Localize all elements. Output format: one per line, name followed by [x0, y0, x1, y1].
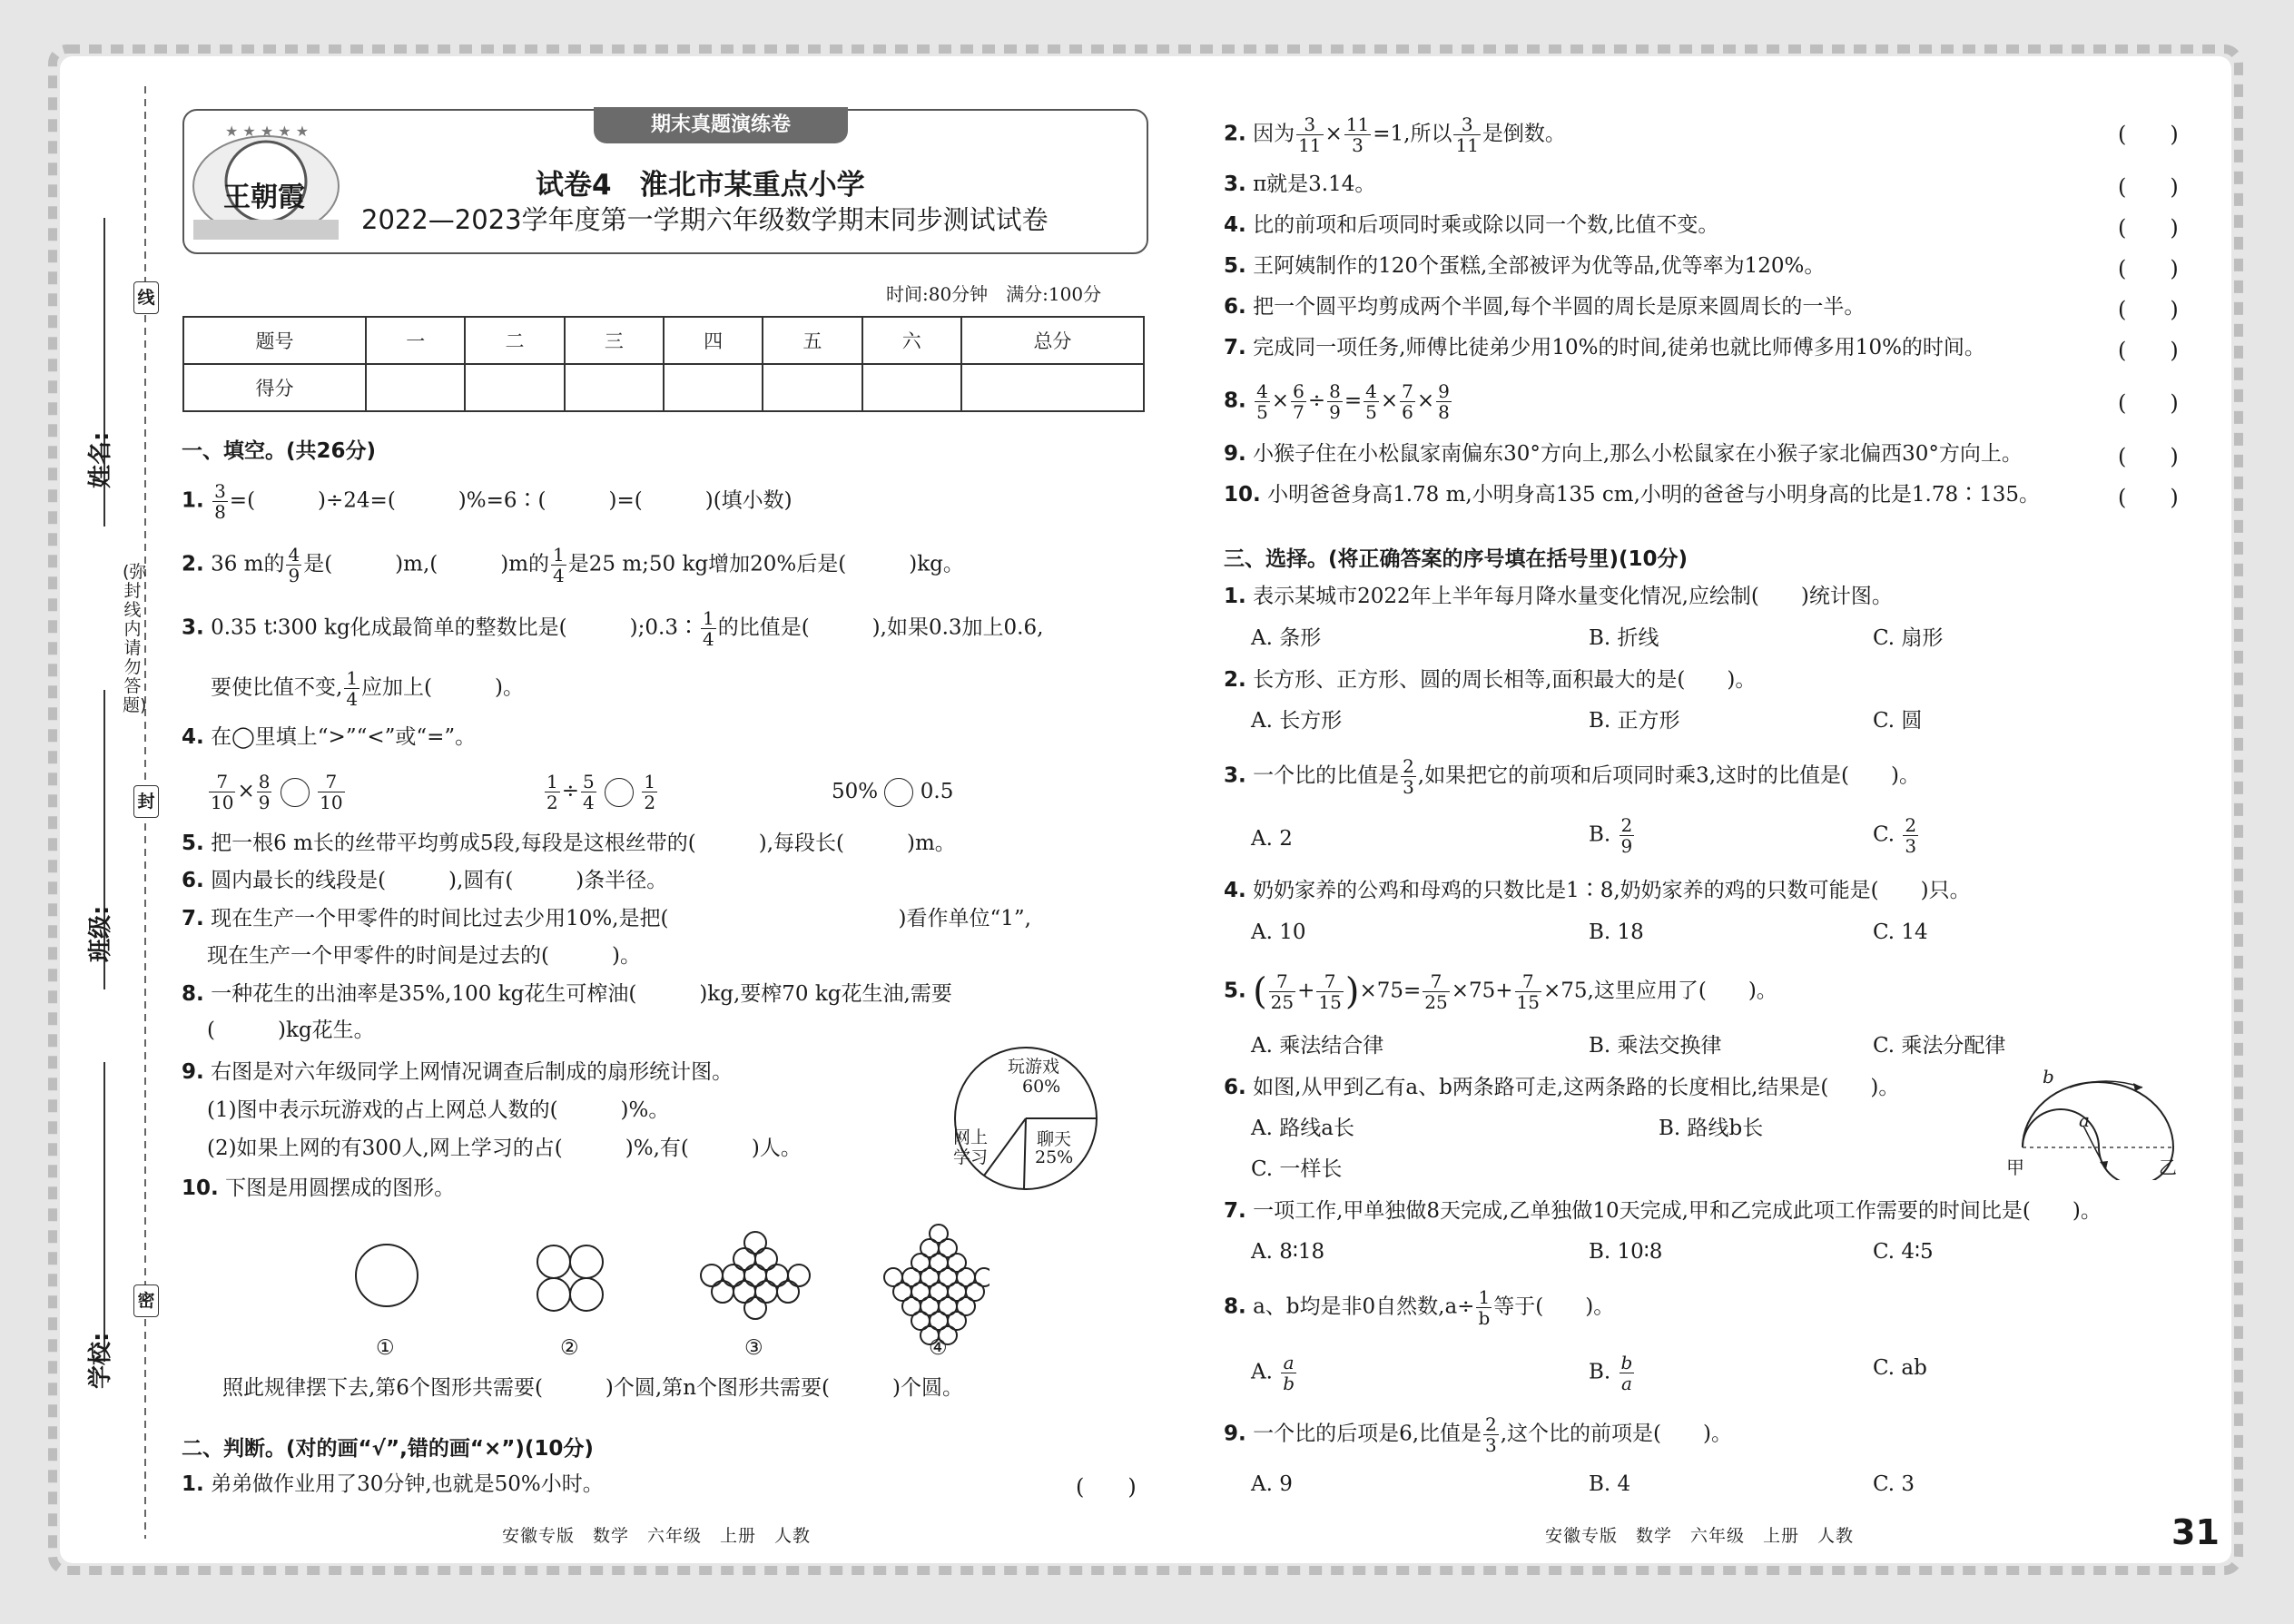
- score-cell: 得分: [183, 364, 366, 411]
- choice-q7-opt-a[interactable]: A. 8∶18: [1251, 1240, 1325, 1264]
- choice-q3-opt-c[interactable]: C. $\frac{2}{3}$: [1873, 814, 1917, 857]
- judge-q5-answer[interactable]: ( ): [2118, 256, 2179, 281]
- exam-title: 试卷4 淮北市某重点小学: [536, 169, 865, 202]
- score-cell: 二: [465, 317, 564, 364]
- score-input-cell[interactable]: [862, 364, 961, 411]
- judge-q7-answer[interactable]: ( ): [2118, 338, 2179, 363]
- choice-q5: 5. ( $\frac{7}{25}$ + $\frac{7}{15}$ )×75= $\frac{7}{25}$ ×75+ $\frac{7}{15}$ ×75,这里应用了( )。: [1224, 970, 1777, 1013]
- score-input-cell[interactable]: [366, 364, 465, 411]
- time-info: 时间:80分钟 满分:100分: [886, 283, 1102, 305]
- judge-q6-answer[interactable]: ( ): [2118, 297, 2179, 322]
- binding-seal-char: 封: [133, 785, 159, 818]
- choice-q2-opt-b[interactable]: B. 正方形: [1589, 709, 1680, 733]
- compare-circle[interactable]: [884, 778, 913, 807]
- school-label: 学校:: [87, 1332, 114, 1389]
- choice-q6-opt-a[interactable]: A. 路线a长: [1251, 1117, 1354, 1140]
- binding-notice: (弥封线内请勿答题): [123, 562, 147, 715]
- section-choice-title: 三、选择。(将正确答案的序号填在括号里)(10分): [1224, 547, 1689, 571]
- figure-4: [884, 1225, 989, 1344]
- choice-q4-opt-c[interactable]: C. 14: [1873, 920, 1928, 944]
- route-figure: [2006, 1066, 2179, 1180]
- judge-q2-answer[interactable]: ( ): [2118, 122, 2179, 147]
- fill-q1: 1. $\frac{3}{8}$ =( )÷24=( )%=6∶( )=( )(填小数): [182, 480, 793, 523]
- school-field[interactable]: [76, 1062, 105, 1362]
- name-label: 姓名:: [87, 431, 114, 488]
- fill-q9: 9. 右图是对六年级同学上网情况调查后制成的扇形统计图。: [182, 1060, 733, 1084]
- choice-q8-opt-b[interactable]: B. $\frac{b}{a}$: [1589, 1352, 1633, 1394]
- fill-q3: 3. 0.35 t∶300 kg化成最简单的整数比是( );0.3∶ $\frac{1}{4}$ 的比值是( ),如果0.3加上0.6,: [182, 607, 1044, 650]
- class-label: 班级:: [87, 905, 114, 962]
- judge-q8-answer[interactable]: ( ): [2118, 390, 2179, 416]
- judge-q9: 9. 小猴子住在小松鼠家南偏东30°方向上,那么小松鼠家在小猴子家北偏西30°方向上。: [1224, 442, 2023, 466]
- choice-q7: 7. 一项工作,甲单独做8天完成,乙单独做10天完成,甲和乙完成此项工作需要的时间比是( )。: [1224, 1199, 2102, 1223]
- exam-subtitle: 2022—2023学年度第一学期六年级数学期末同步测试试卷: [361, 204, 1049, 235]
- svg-text:★ ★ ★ ★ ★: ★ ★ ★ ★ ★: [225, 123, 310, 140]
- fill-q8: 8. 一种花生的出油率是35%,100 kg花生可榨油( )kg,要榨70 kg花生油,需要: [182, 982, 952, 1006]
- choice-q4-opt-b[interactable]: B. 18: [1589, 920, 1644, 944]
- score-input-cell[interactable]: [465, 364, 564, 411]
- choice-q2: 2. 长方形、正方形、圆的周长相等,面积最大的是( )。: [1224, 668, 1757, 692]
- page-number: 31: [2171, 1512, 2220, 1552]
- score-cell: 总分: [961, 317, 1144, 364]
- choice-q6-opt-b[interactable]: B. 路线b长: [1659, 1117, 1764, 1140]
- fill-q7: 7. 现在生产一个甲零件的时间比过去少用10%,是把( )看作单位“1”,: [182, 907, 1031, 930]
- choice-q1-opt-c[interactable]: C. 扇形: [1873, 626, 1944, 650]
- judge-q4-answer[interactable]: ( ): [2118, 215, 2179, 241]
- choice-q8-opt-c[interactable]: C. ab: [1873, 1356, 1927, 1380]
- circle-pattern-figures: [336, 1221, 989, 1375]
- fill-q4-expr3: 50% 0.5: [832, 776, 953, 807]
- fill-q9-line3: (2)如果上网的有300人,网上学习的占( )%,有( )人。: [207, 1137, 802, 1160]
- judge-q1-answer[interactable]: ( ): [1076, 1474, 1137, 1500]
- choice-q3-opt-b[interactable]: B. $\frac{2}{9}$: [1589, 814, 1633, 857]
- choice-q9-opt-c[interactable]: C. 3: [1873, 1472, 1915, 1496]
- choice-q5-opt-c[interactable]: C. 乘法分配律: [1873, 1034, 2006, 1058]
- section-fill-title: 一、填空。(共26分): [182, 439, 377, 463]
- judge-q2: 2. 因为 $\frac{3}{11}$ × $\frac{11}{3}$ =1,所以 $\frac{3}{11}$ 是倒数。: [1224, 113, 1566, 156]
- choice-q9-opt-a[interactable]: A. 9: [1251, 1472, 1293, 1496]
- compare-circle[interactable]: [605, 778, 634, 807]
- logo: [189, 118, 343, 245]
- header-banner: 期末真题演练卷: [594, 107, 848, 143]
- score-input-cell[interactable]: [664, 364, 763, 411]
- fill-q2: 2. 36 m的 $\frac{4}{9}$ 是( )m,( )m的 $\frac{1}{4}$ 是25 m;50 kg增加20%后是( )kg。: [182, 544, 964, 586]
- route-a-label: a: [2079, 1109, 2090, 1131]
- fill-q10-question: 照此规律摆下去,第6个图形共需要( )个圆,第n个图形共需要( )个圆。: [222, 1376, 963, 1400]
- judge-q7: 7. 完成同一项任务,师傅比徒弟少用10%的时间,徒弟也就比师傅多用10%的时间。: [1224, 336, 1985, 359]
- footer-right: 安徽专版 数学 六年级 上册 人教: [1545, 1526, 1855, 1546]
- judge-q3-answer[interactable]: ( ): [2118, 174, 2179, 200]
- pie-chat-pct: 25%: [1035, 1147, 1074, 1167]
- judge-q6: 6. 把一个圆平均剪成两个半圆,每个半圆的周长是原来圆周长的一半。: [1224, 295, 1866, 319]
- choice-q4-opt-a[interactable]: A. 10: [1251, 920, 1306, 944]
- logo-text: 王朝霞: [223, 182, 305, 213]
- choice-q8-opt-a[interactable]: A. $\frac{a}{b}$: [1251, 1352, 1295, 1394]
- figure-label-4: ④: [929, 1336, 948, 1360]
- score-cell: 三: [565, 317, 664, 364]
- judge-q4: 4. 比的前项和后项同时乘或除以同一个数,比值不变。: [1224, 213, 1719, 237]
- choice-q7-opt-c[interactable]: C. 4∶5: [1873, 1240, 1934, 1264]
- score-cell: 一: [366, 317, 465, 364]
- choice-q9: 9. 一个比的后项是6,比值是 $\frac{2}{3}$ ,这个比的前项是( )。: [1224, 1413, 1733, 1456]
- figure-label-3: ③: [744, 1336, 763, 1360]
- binding-line-char: 线: [133, 281, 159, 314]
- fill-q5: 5. 把一根6 m长的丝带平均剪成5段,每段是这根丝带的( ),每段长( )m。: [182, 832, 956, 855]
- pie-study-label: 网上学习: [953, 1127, 989, 1167]
- judge-q9-answer[interactable]: ( ): [2118, 444, 2179, 469]
- choice-q6: 6. 如图,从甲到乙有a、b两条路可走,这两条路的长度相比,结果是( )。: [1224, 1076, 1900, 1099]
- score-cell: 四: [664, 317, 763, 364]
- choice-q5-opt-a[interactable]: A. 乘法结合律: [1251, 1034, 1384, 1058]
- choice-q1-opt-b[interactable]: B. 折线: [1589, 626, 1659, 650]
- fill-q4: 4. 在◯里填上“>”“<”或“=”。: [182, 725, 477, 749]
- fill-q4-expr2: $\frac{1}{2}$ ÷ $\frac{5}{4}$ $\frac{1}{2}$: [546, 771, 656, 813]
- score-cell: 题号: [183, 317, 366, 364]
- footer-left: 安徽专版 数学 六年级 上册 人教: [502, 1526, 812, 1546]
- pie-game-label: 玩游戏: [1008, 1057, 1060, 1077]
- choice-q7-opt-b[interactable]: B. 10∶8: [1589, 1240, 1663, 1264]
- score-table-header-row: [183, 317, 1144, 364]
- binding-dense-char: 密: [133, 1284, 159, 1317]
- judge-q8: 8. $\frac{4}{5}$ × $\frac{6}{7}$ ÷ $\frac{8}{9}$ = $\frac{4}{5}$ × $\frac{7}{6}$ × $\frac{9}{8}$: [1224, 380, 1450, 423]
- choice-q1: 1. 表示某城市2022年上半年每月降水量变化情况,应绘制( )统计图。: [1224, 585, 1893, 608]
- fill-q9-line2: (1)图中表示玩游戏的占上网总人数的( )%。: [207, 1098, 670, 1122]
- figure-3: [701, 1232, 810, 1319]
- choice-q3: 3. 一个比的比值是 $\frac{2}{3}$ ,如果把它的前项和后项同时乘3,这时的比值是( )。: [1224, 755, 1920, 798]
- score-input-cell[interactable]: [961, 364, 1144, 411]
- pie-chat-label: 聊天: [1037, 1129, 1072, 1149]
- figure-2: [537, 1245, 603, 1311]
- choice-q1-opt-a[interactable]: A. 条形: [1251, 626, 1322, 650]
- route-jia-label: 甲: [2006, 1156, 2024, 1178]
- judge-q3: 3. π就是3.14。: [1224, 172, 1376, 196]
- choice-q4: 4. 奶奶家养的公鸡和母鸡的只数比是1∶8,奶奶家养的鸡的只数可能是( )只。: [1224, 879, 1971, 902]
- fill-q3-line2: 要使比值不变, $\frac{1}{4}$ 应加上( )。: [211, 667, 524, 710]
- choice-q5-opt-b[interactable]: B. 乘法交换律: [1589, 1034, 1722, 1058]
- route-yi-label: 乙: [2159, 1156, 2177, 1178]
- judge-q10: 10. 小明爸爸身高1.78 m,小明身高135 cm,小明的爸爸与小明身高的比是1.78∶135。: [1224, 483, 2041, 507]
- choice-q6-opt-c[interactable]: C. 一样长: [1251, 1157, 1343, 1181]
- figure-label-2: ②: [560, 1336, 579, 1360]
- score-table: [182, 316, 1145, 412]
- score-cell: 五: [763, 317, 861, 364]
- fill-q6: 6. 圆内最长的线段是( ),圆有( )条半径。: [182, 869, 668, 892]
- score-input-cell[interactable]: [565, 364, 664, 411]
- pie-chart: [944, 1035, 1117, 1207]
- route-b-label: b: [2043, 1066, 2054, 1088]
- fill-q8-line2: ( )kg花生。: [207, 1019, 375, 1042]
- choice-q8: 8. a、b均是非0自然数,a÷ $\frac{1}{b}$ 等于( )。: [1224, 1286, 1615, 1329]
- score-cell: 六: [862, 317, 961, 364]
- choice-q9-opt-b[interactable]: B. 4: [1589, 1472, 1631, 1496]
- score-input-cell[interactable]: [763, 364, 861, 411]
- choice-q2-opt-c[interactable]: C. 圆: [1873, 709, 1923, 733]
- figure-label-1: ①: [376, 1336, 395, 1360]
- compare-circle[interactable]: [281, 778, 310, 807]
- fill-q10: 10. 下图是用圆摆成的图形。: [182, 1176, 456, 1200]
- fill-q4-expr1: $\frac{7}{10}$ × $\frac{8}{9}$ $\frac{7}{10}$: [211, 771, 343, 813]
- figure-1: [356, 1245, 418, 1306]
- judge-q5: 5. 王阿姨制作的120个蛋糕,全部被评为优等品,优等率为120%。: [1224, 254, 1826, 278]
- fill-q7-line2: 现在生产一个甲零件的时间是过去的( )。: [207, 944, 641, 968]
- judge-q10-answer[interactable]: ( ): [2118, 485, 2179, 510]
- choice-q3-opt-a[interactable]: A. 2: [1251, 827, 1293, 851]
- pie-game-pct: 60%: [1022, 1077, 1061, 1097]
- score-table-score-row: [183, 364, 1144, 411]
- judge-q1: 1. 弟弟做作业用了30分钟,也就是50%小时。: [182, 1472, 604, 1496]
- choice-q2-opt-a[interactable]: A. 长方形: [1251, 709, 1343, 733]
- section-judge-title: 二、判断。(对的画“√”,错的画“×”)(10分): [182, 1437, 594, 1461]
